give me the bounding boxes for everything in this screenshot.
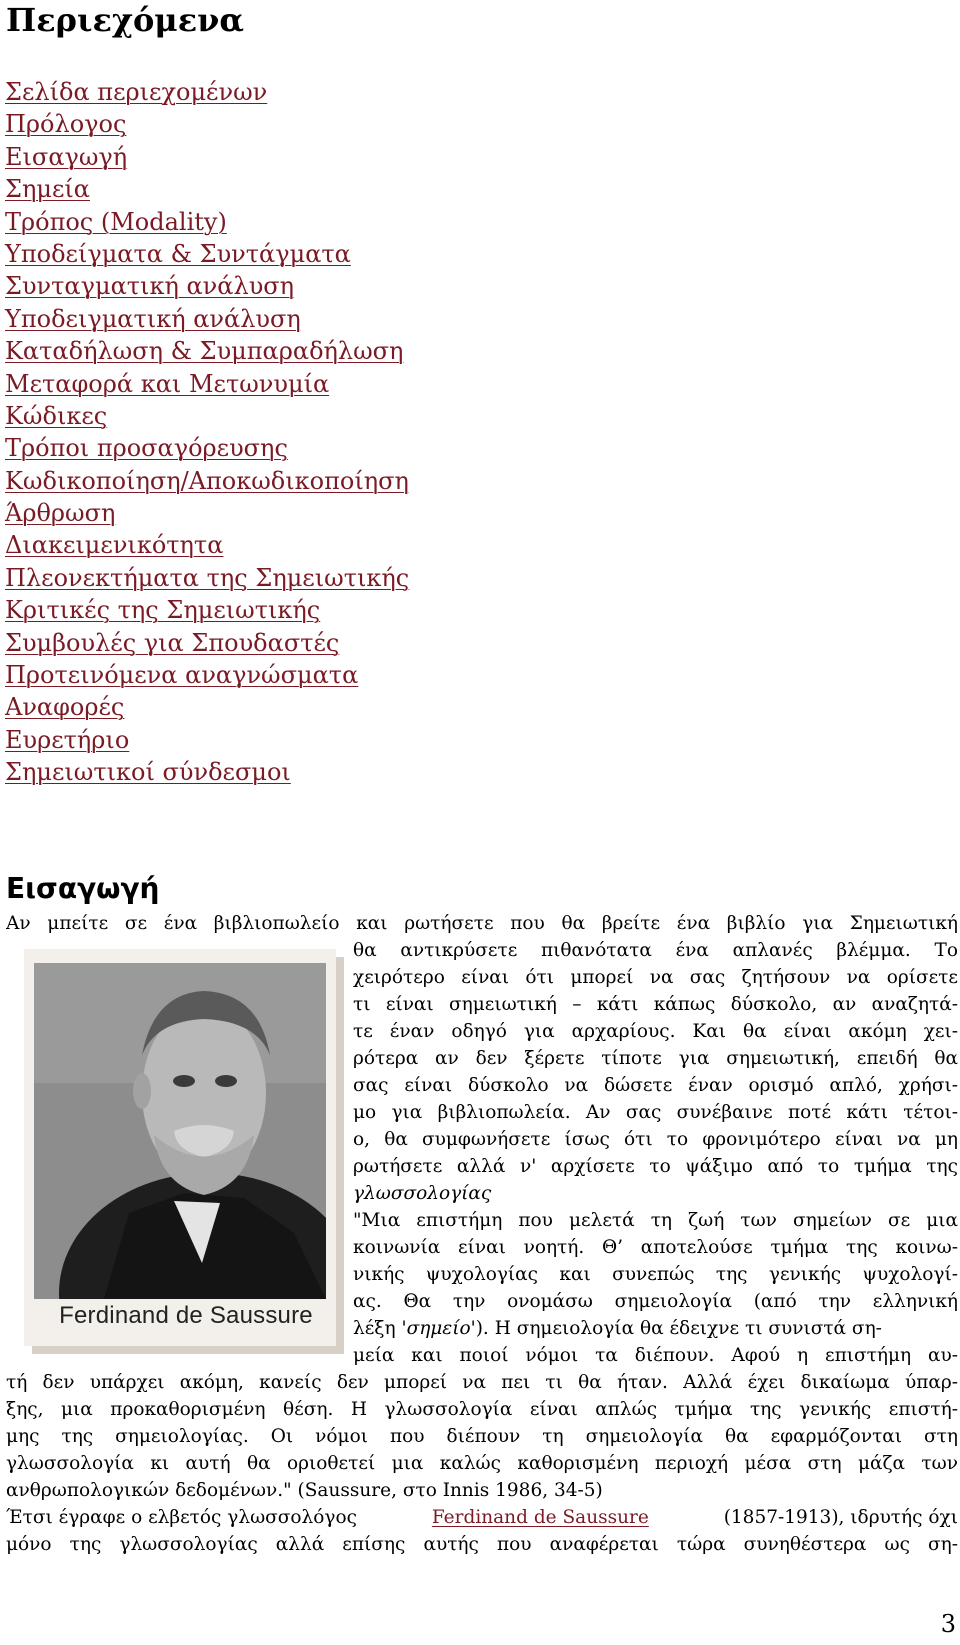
toc-item [5,303,409,335]
toc-item [5,594,409,626]
toc-link-syntagmatic-analysis[interactable]: Συνταγματική ανάλυση [5,272,295,301]
toc-item [5,724,409,756]
line-fragment [353,1316,882,1342]
body-line: θα αντικρύσετε πιθανότατα ένα απλανές βλέμμα. Το [353,940,958,961]
toc-link-encoding-decoding[interactable]: Κωδικοποίηση/Αποκωδικοποίηση [5,466,409,495]
body-line: μεία και ποιοί νόμοι τα διέπουν. Αφού η επιστήμη αυ- [353,1345,958,1366]
body-line-linguistics: γλωσσολογίας [353,1183,492,1204]
body-line: σας είναι δύσκολο να δώσετε έναν ορισμό απλό, χρήσι- [353,1075,958,1096]
body-line: μο για βιβλιοπωλεία. Αν σας συνέβαινε ποτέ κάτι τέτοι- [353,1102,958,1123]
figure-caption: Ferdinand de Saussure [59,1302,313,1329]
body-line [353,1316,958,1342]
section-heading: Εισαγωγή [6,872,160,905]
toc-link-contents[interactable]: Σελίδα περιεχομένων [5,78,268,106]
toc-item [5,432,409,464]
toc-link-preface[interactable]: Πρόλογος [5,110,127,139]
body-line: ρότερα αν δεν ξέρετε τίποτε για σημειωτική, επειδή θα [353,1048,958,1069]
body-line: γλωσσολογία κι αυτή θα οριοθετεί μια καλώς καθορισμένη περιοχή μέσα στη μάζα των [6,1453,958,1474]
toc-item [5,756,409,788]
line-fragment-end: (1857-1913), ιδρυτής όχι [723,1507,958,1528]
toc-item [5,173,409,205]
body-line: τή δεν υπάρχει ακόμη, κανείς δεν μπορεί να πει τι θα ήταν. Αλλά έχει δικαίωμα ύπαρ- [6,1372,958,1393]
toc-item [5,335,409,367]
body-line: "Μια επιστήμη που μελετά τη ζωή των σημείων σε μια [353,1210,958,1231]
italic-term-semeio: σημείο [406,1318,471,1339]
body-line: ανθρωπολογικών δεδομένων." (Saussure, στο Innis 1986, 34-5) [6,1480,603,1501]
toc-link-intertextuality[interactable]: Διακειμενικότητα [5,531,224,560]
toc-link-signs[interactable]: Σημεία [5,175,90,204]
page-number: 3 [940,1610,956,1638]
line-fragment-start: λέξη ' [353,1318,407,1339]
saussure-link[interactable]: Ferdinand de Saussure [431,1507,649,1528]
toc-link-codes[interactable]: Κώδικες [5,401,108,430]
body-line: μης της σημειολογίας. Οι νόμοι που διέπουν τη σημειολογία θα εφαρμόζονται στη [6,1426,958,1447]
body-line: κοινωνία είναι νοητή. Θ’ αποτελούσε τμήμα της κοινω- [353,1237,958,1258]
body-line: τε έναν οδηγό για αρχαρίους. Και θα είναι ακόμη χει- [353,1021,958,1042]
toc-item [5,270,409,302]
body-line: ξης, μια προκαθορισμένη θέση. Η γλωσσολογία είναι απλώς τμήμα της γενικής επιστή- [6,1399,958,1420]
toc-link-index[interactable]: Ευρετήριο [5,725,130,754]
toc-link-modes-of-address[interactable]: Τρόποι προσαγόρευσης [5,434,288,463]
toc-link-semiotic-links[interactable]: Σημειωτικοί σύνδεσμοι [5,758,291,787]
toc-item [5,76,409,108]
toc-item [5,400,409,432]
toc-link-criticisms[interactable]: Κριτικές της Σημειωτικής [5,596,321,625]
body-line: νικής ψυχολογίας και συνεπώς της γενικής ψυχολογί- [353,1264,958,1285]
toc-item [5,562,409,594]
body-line: μόνο της γλωσσολογίας αλλά επίσης αυτής που αναφέρεται τώρα συνηθέστερα ως ση- [6,1534,958,1555]
toc-item [5,659,409,691]
saussure-portrait-image [34,963,326,1299]
body-line: ας. Θα την ονομάσω σημειολογία (από την ελληνική [353,1291,958,1312]
toc-link-paradigmatic-analysis[interactable]: Υποδειγματική ανάλυση [5,304,301,333]
toc-item [5,368,409,400]
body-line: ρωτήσετε αλλά ν' αρχίσετε το ψάξιμο από το τμήμα της [353,1156,958,1177]
toc-link-paradigms-syntagms[interactable]: Υποδείγματα & Συντάγματα [5,239,351,268]
body-line: χειρότερο είναι ότι μπορεί να σας ζητήσουν να ορίσετε [353,967,958,988]
toc-link-strengths[interactable]: Πλεονεκτήματα της Σημειωτικής [5,563,410,592]
toc-item [5,206,409,238]
toc-link-advice[interactable]: Συμβουλές για Σπουδαστές [5,628,340,657]
toc-link-modality[interactable]: Τρόπος (Modality) [5,207,227,236]
body-line: Αν μπείτε σε ένα βιβλιοπωλείο και ρωτήσετε που θα βρείτε ένα βιβλίο για Σημειωτική [6,913,958,934]
line-fragment-start: Έτσι έγραφε ο ελβετός γλωσσολόγος [6,1507,357,1528]
toc-item [5,529,409,561]
toc-item [5,141,409,173]
toc-link-denotation-connotation[interactable]: Καταδήλωση & Συμπαραδήλωση [5,337,404,366]
toc-item [5,465,409,497]
toc-link-metaphor-metonymy[interactable]: Μεταφορά και Μετωνυμία [5,369,330,398]
toc-item [5,691,409,723]
toc-list [5,76,409,789]
body-line: τι είναι σημειωτική – κάτι κάπως δύσκολο, αν αναζητά- [353,994,958,1015]
saussure-portrait-figure [24,949,344,1354]
toc-item [5,627,409,659]
toc-item [5,238,409,270]
toc-link-references[interactable]: Αναφορές [5,693,125,722]
toc-link-articulation[interactable]: Άρθρωση [5,499,116,528]
toc-link-reading[interactable]: Προτεινόμενα αναγνώσματα [5,661,359,690]
body-line [6,1505,958,1531]
toc-link-introduction[interactable]: Εισαγωγή [5,142,128,171]
body-line: ο, θα συμφωνήσετε ίσως ότι το φρονιμότερο είναι να μη [353,1129,958,1150]
line-fragment-end: '). Η σημειολογία θα έδειχνε τι συνιστά ση- [470,1318,882,1339]
toc-title: Περιεχόμενα [6,1,244,39]
toc-item [5,108,409,140]
toc-item [5,497,409,529]
